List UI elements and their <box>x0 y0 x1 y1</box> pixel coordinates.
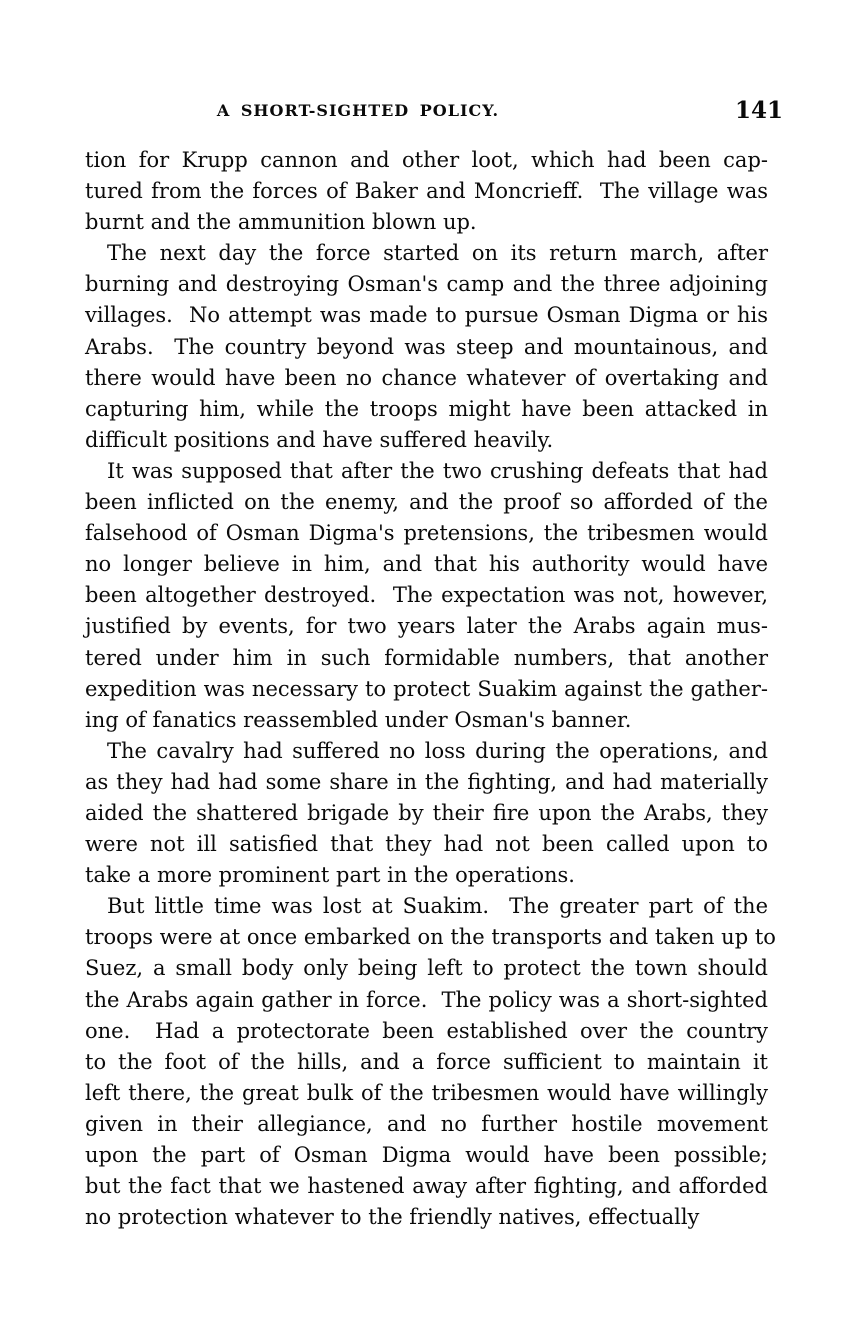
text-line: there would have been no chance whatever of overtaking and <box>85 365 768 390</box>
text-line: one. Had a protectorate been established over the country <box>85 1018 768 1043</box>
text-line: tion for Krupp cannon and other loot, which had been cap- <box>85 148 768 172</box>
page-number: 141 <box>734 97 783 124</box>
text-line: It was supposed that after the two crushing defeats that had <box>107 458 768 483</box>
text-line: been inflicted on the enemy, and the proof so afforded of the <box>85 490 768 515</box>
text-line: But little time was lost at Suakim. The greater part of the <box>107 894 768 919</box>
text-line: aided the shattered brigade by their fire upon the Arabs, they <box>85 800 768 825</box>
text-line: to the foot of the hills, and a force sufficient to maintain it <box>85 1049 768 1074</box>
text-line: tured from the forces of Baker and Moncrieff. The village was <box>85 179 768 204</box>
text-line: difficult positions and have suffered heavily. <box>85 427 554 452</box>
text-line: falsehood of Osman Digma's pretensions, the tribesmen would <box>85 521 768 546</box>
text-line: upon the part of Osman Digma would have been possible; <box>85 1143 768 1167</box>
running-title: A SHORT-SIGHTED POLICY. <box>216 101 500 120</box>
page-body <box>85 145 776 1233</box>
text-line: burnt and the ammunition blown up. <box>85 210 477 235</box>
text-line: ing of fanatics reassembled under Osman's banner. <box>85 707 632 732</box>
text-line: troops were at once embarked on the transports and taken up to <box>85 925 776 950</box>
text-line: The next day the force started on its return march, after <box>107 241 768 266</box>
text-line: but the fact that we hastened away after fighting, and afforded <box>85 1174 768 1199</box>
text-line: left there, the great bulk of the tribesmen would have willingly <box>85 1080 768 1105</box>
text-line: the Arabs again gather in force. The policy was a short-sighted <box>85 987 768 1012</box>
text-line: been altogether destroyed. The expectation was not, however, <box>85 583 768 608</box>
text-line: were not ill satisfied that they had not been called upon to <box>85 832 768 857</box>
text-line: The cavalry had suffered no loss during the operations, and <box>107 738 768 763</box>
text-line: burning and destroying Osman's camp and the three adjoining <box>85 272 768 297</box>
text-line: villages. No attempt was made to pursue Osman Digma or his <box>85 303 768 328</box>
text-line: Arabs. The country beyond was steep and mountainous, and <box>85 334 768 359</box>
text-line: capturing him, while the troops might have been attacked in <box>85 396 768 421</box>
text-line: Suez, a small body only being left to protect the town should <box>85 956 768 981</box>
text-line: as they had had some share in the fighting, and had materially <box>85 769 768 794</box>
text-line: take a more prominent part in the operations. <box>85 863 575 888</box>
text-line: expedition was necessary to protect Suakim against the gather- <box>85 676 768 701</box>
text-line: no protection whatever to the friendly natives, effectually <box>85 1205 700 1230</box>
text-line: justified by events, for two years later the Arabs again mus- <box>85 614 768 639</box>
text-line: tered under him in such formidable numbers, that another <box>85 645 768 670</box>
text-line: given in their allegiance, and no further hostile movement <box>85 1111 768 1136</box>
text-line: no longer believe in him, and that his authority would have <box>85 552 768 577</box>
